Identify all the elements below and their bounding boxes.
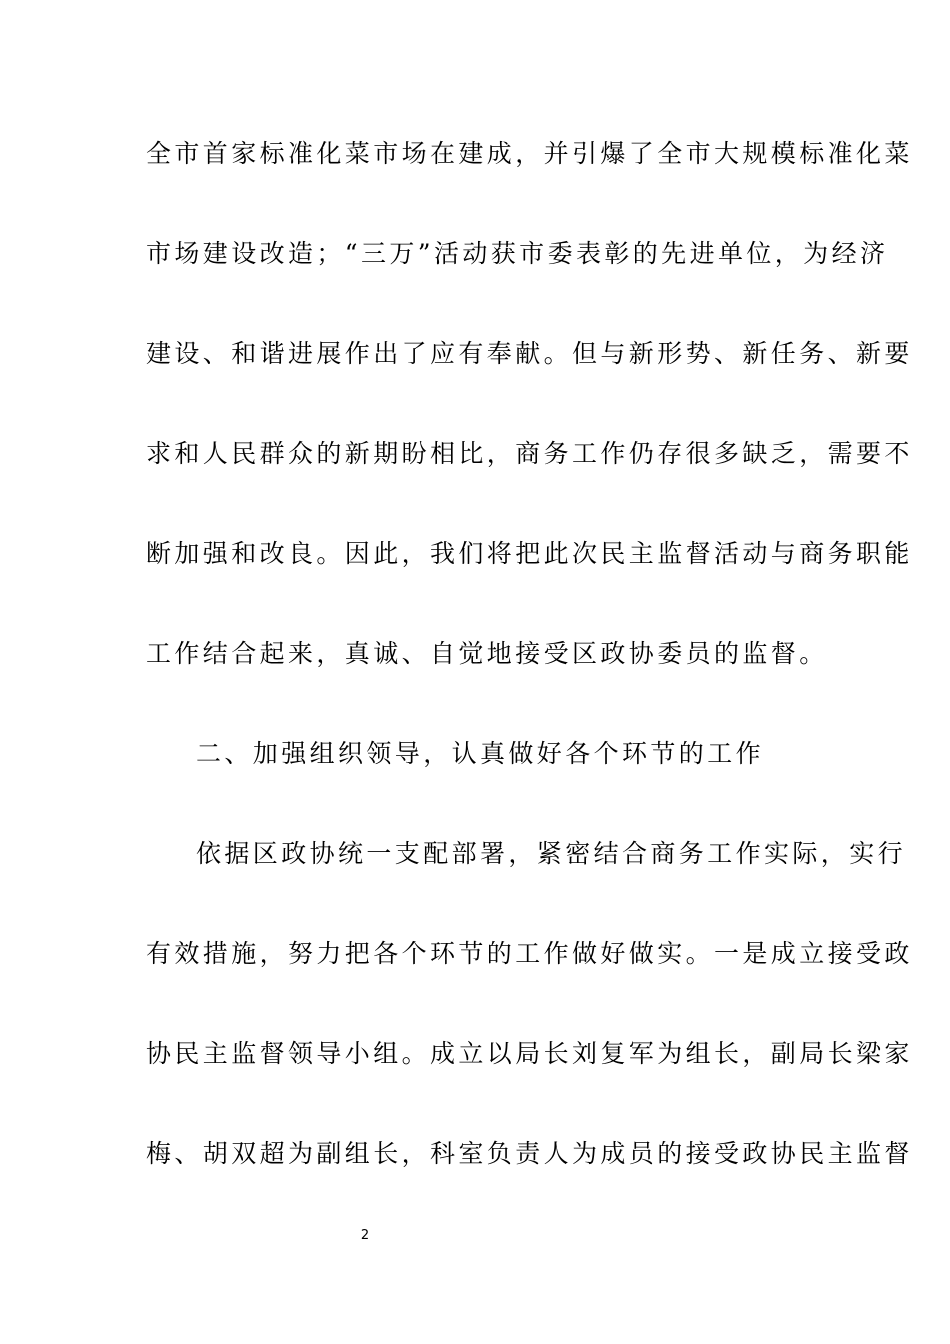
paragraph-line: 有效措施，努力把各个环节的工作做好做实。一是成立接受政 bbox=[146, 939, 913, 968]
paragraph-line: 工作结合起来，真诚、自觉地接受区政协委员的监督。 bbox=[146, 639, 828, 668]
page-number: 2 bbox=[360, 1228, 370, 1243]
paragraph-line: 梅、胡双超为副组长，科室负责人为成员的接受政协民主监督 bbox=[146, 1139, 913, 1168]
section-heading: 二、加强组织领导，认真做好各个环节的工作 bbox=[196, 739, 765, 768]
paragraph-line: 协民主监督领导小组。成立以局长刘复军为组长，副局长梁家 bbox=[146, 1039, 913, 1068]
paragraph-line: 断加强和改良。因此，我们将把此次民主监督活动与商务职能 bbox=[146, 539, 913, 568]
paragraph-line: 求和人民群众的新期盼相比，商务工作仍存很多缺乏，需要不 bbox=[146, 439, 913, 468]
paragraph-line: 市场建设改造；“三万”活动获市委表彰的先进单位，为经济 bbox=[146, 239, 889, 268]
paragraph-line: 建设、和谐进展作出了应有奉献。但与新形势、新任务、新要 bbox=[146, 339, 913, 368]
paragraph-line: 全市首家标准化菜市场在建成，并引爆了全市大规模标准化菜 bbox=[146, 139, 913, 168]
paragraph-line: 依据区政协统一支配部署，紧密结合商务工作实际，实行 bbox=[196, 839, 907, 868]
